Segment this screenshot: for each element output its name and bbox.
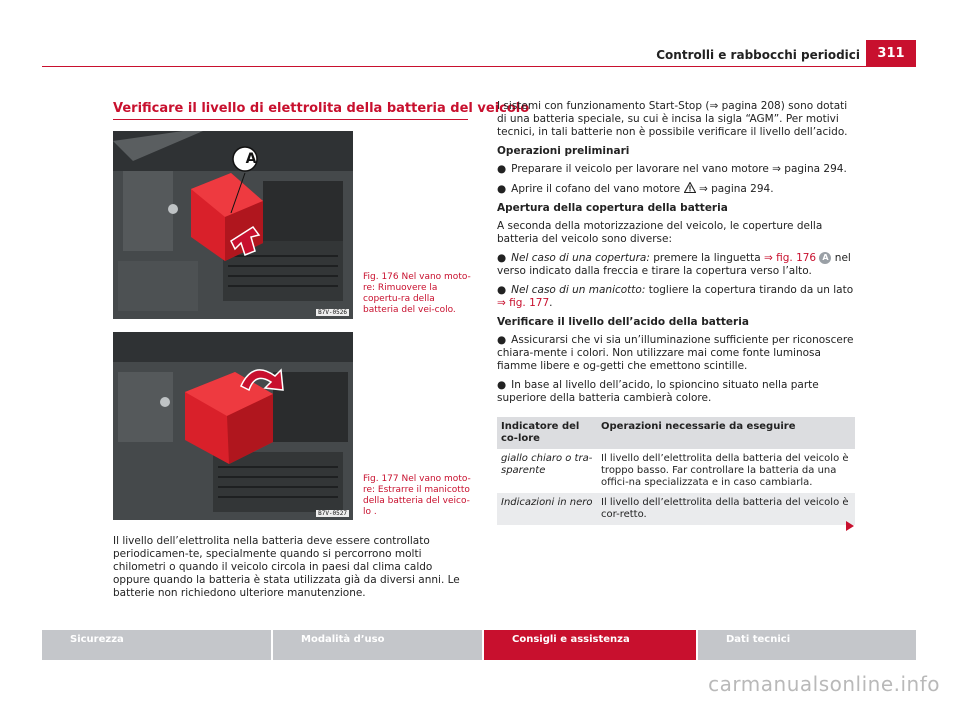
tab-dati-tecnici[interactable]: Dati tecnici — [698, 630, 916, 660]
tab-sicurezza[interactable]: Sicurezza — [42, 630, 271, 660]
prelim-heading: Operazioni preliminari — [497, 145, 630, 157]
cover-item-2: ● Nel caso di un manicotto: togliere la copertura tirando da un lato ⇒ fig. 177. — [497, 284, 854, 309]
figure-177-photo — [113, 332, 353, 520]
figure-177-caption: Fig. 177 Nel vano moto-re: Estrarre il manicotto della batteria del veico-lo . — [363, 474, 471, 517]
tab-consigli-assistenza[interactable]: Consigli e assistenza — [484, 630, 696, 660]
check-heading: Verificare il livello dell’acido della batteria — [497, 316, 749, 328]
section-rule — [113, 119, 468, 120]
table-row — [497, 449, 855, 493]
cover-heading: Apertura della copertura della batteria — [497, 202, 728, 214]
table-header-actions: Operazioni necessarie da eseguire — [597, 417, 855, 449]
tab-modalita-duso[interactable]: Modalità d’uso — [273, 630, 482, 660]
section-title: Verificare il livello di elettrolita della batteria del veicolo — [113, 101, 530, 116]
header-rule — [42, 66, 916, 67]
label-a-badge: A — [819, 252, 831, 264]
figure-176-photo — [113, 131, 353, 319]
table-cell: giallo chiaro o tra-sparente — [497, 449, 597, 493]
agm-note: I sistemi con funzionamento Start-Stop (⇒ pagina 208) sono dotati di una batteria speciale, su cui è incisa la sigla “AGM”. Per motivi tecnici, in tali batterie non è possibile verificare il livello dell’acido. — [497, 100, 848, 138]
table-row — [497, 493, 855, 525]
figure-176-code: B7V-0526 — [318, 309, 347, 316]
table-cell: Indicazioni in nero — [497, 493, 597, 525]
watermark: carmanualsonline.info — [708, 672, 940, 696]
cover-item-1: ● Nel caso di una copertura: premere la linguetta ⇒ fig. 176 A nel verso indicato dalla freccia e tirare la copertura verso l’alto. — [497, 252, 851, 277]
check-item-2: ● In base al livello dell’acido, lo spioncino situato nella parte superiore della batteria cambierà colore. — [497, 379, 819, 404]
figure-177-code: B7V-0527 — [318, 510, 347, 517]
figure-176-label-a: A — [245, 151, 257, 167]
continue-arrow-icon — [846, 521, 854, 531]
color-indicator-table — [497, 417, 855, 525]
prelim-item-2: ● Aprire il cofano del vano motore ⇒ pagina 294. — [497, 183, 774, 195]
footer-tabs — [42, 630, 918, 660]
check-item-1: ● Assicurarsi che vi sia un’illuminazione sufficiente per riconoscere chiara-mente i colori. Non utilizzare mai come fonte luminosa fiamme libere e og-getti che emettono scintille. — [497, 334, 854, 372]
cover-text: A seconda della motorizzazione del veicolo, le coperture della batteria del veicolo sono diverse: — [497, 220, 823, 245]
right-column — [497, 100, 855, 525]
table-cell: Il livello dell’elettrolita della batteria del veicolo è cor-retto. — [597, 493, 855, 525]
chapter-title: Controlli e rabbocchi periodici — [656, 48, 860, 62]
page-number: 311 — [866, 40, 916, 66]
table-cell: Il livello dell’elettrolita della batteria del veicolo è troppo basso. Far controllare la batteria da una offici-na specializzata e in caso cambiarla. — [597, 449, 855, 493]
prelim-item-1: ● Preparare il veicolo per lavorare nel vano motore ⇒ pagina 294. — [497, 163, 847, 175]
fig-177-link[interactable]: ⇒ fig. 177 — [497, 297, 550, 309]
table-header-indicator: Indicatore del co-lore — [497, 417, 597, 449]
figure-176-caption: Fig. 176 Nel vano moto-re: Rimuovere la copertu-ra della batteria del vei-colo. — [363, 272, 471, 315]
fig-176-link[interactable]: ⇒ fig. 176 — [763, 252, 817, 264]
intro-paragraph: Il livello dell’elettrolita nella batteria deve essere controllato periodicamen-te, specialmente quando si percorrono molti chilometri o quando il veicolo circola in paesi dal clima caldo oppure quando la batteria è stata utilizzata già da diversi anni. Le batterie non richiedono ulteriore manutenzione. — [113, 535, 460, 599]
warning-triangle-icon — [684, 182, 696, 193]
